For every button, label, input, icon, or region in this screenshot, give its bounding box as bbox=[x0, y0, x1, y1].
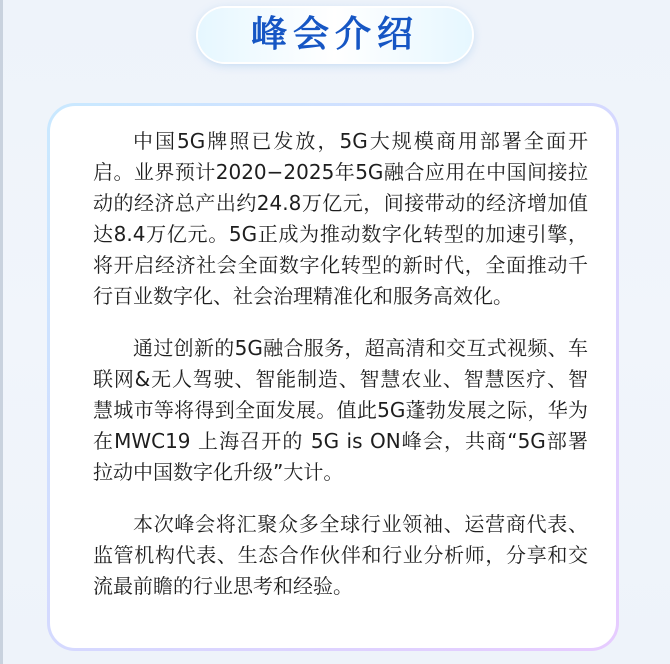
intro-paragraph-2: 通过创新的5G融合服务，超高清和交互式视频、车联网&无人驾驶、智能制造、智慧农业、智慧医疗、智慧城市等将得到全面发展。值此5G蓬勃发展之际，华为在MWC19 上海召开的 5G is ON峰会，共商“5G部署拉动中国数字化升级”大计。 bbox=[93, 336, 588, 484]
intro-card bbox=[47, 103, 619, 651]
intro-paragraph-3: 本次峰会将汇聚众多全球行业领袖、运营商代表、监管机构代表、生态合作伙伴和行业分析师，分享和交流最前瞻的行业思考和经验。 bbox=[93, 512, 588, 598]
intro-paragraph-1: 中国5G牌照已发放，5G大规模商用部署全面开启。业界预计2020−2025年5G融合应用在中国间接拉动的经济总产出约24.8万亿元，间接带动的经济增加值达8.4万亿元。5G正成为推动数字化转型的加速引擎，将开启经济社会全面数字化转型的新时代，全面推动千行百业数字化、社会治理精准化和服务高效化。 bbox=[93, 129, 588, 308]
page-title: 峰会介绍 bbox=[250, 14, 419, 55]
intro-text-body bbox=[93, 126, 588, 623]
left-edge-divider bbox=[0, 0, 3, 664]
title-banner bbox=[198, 8, 472, 62]
